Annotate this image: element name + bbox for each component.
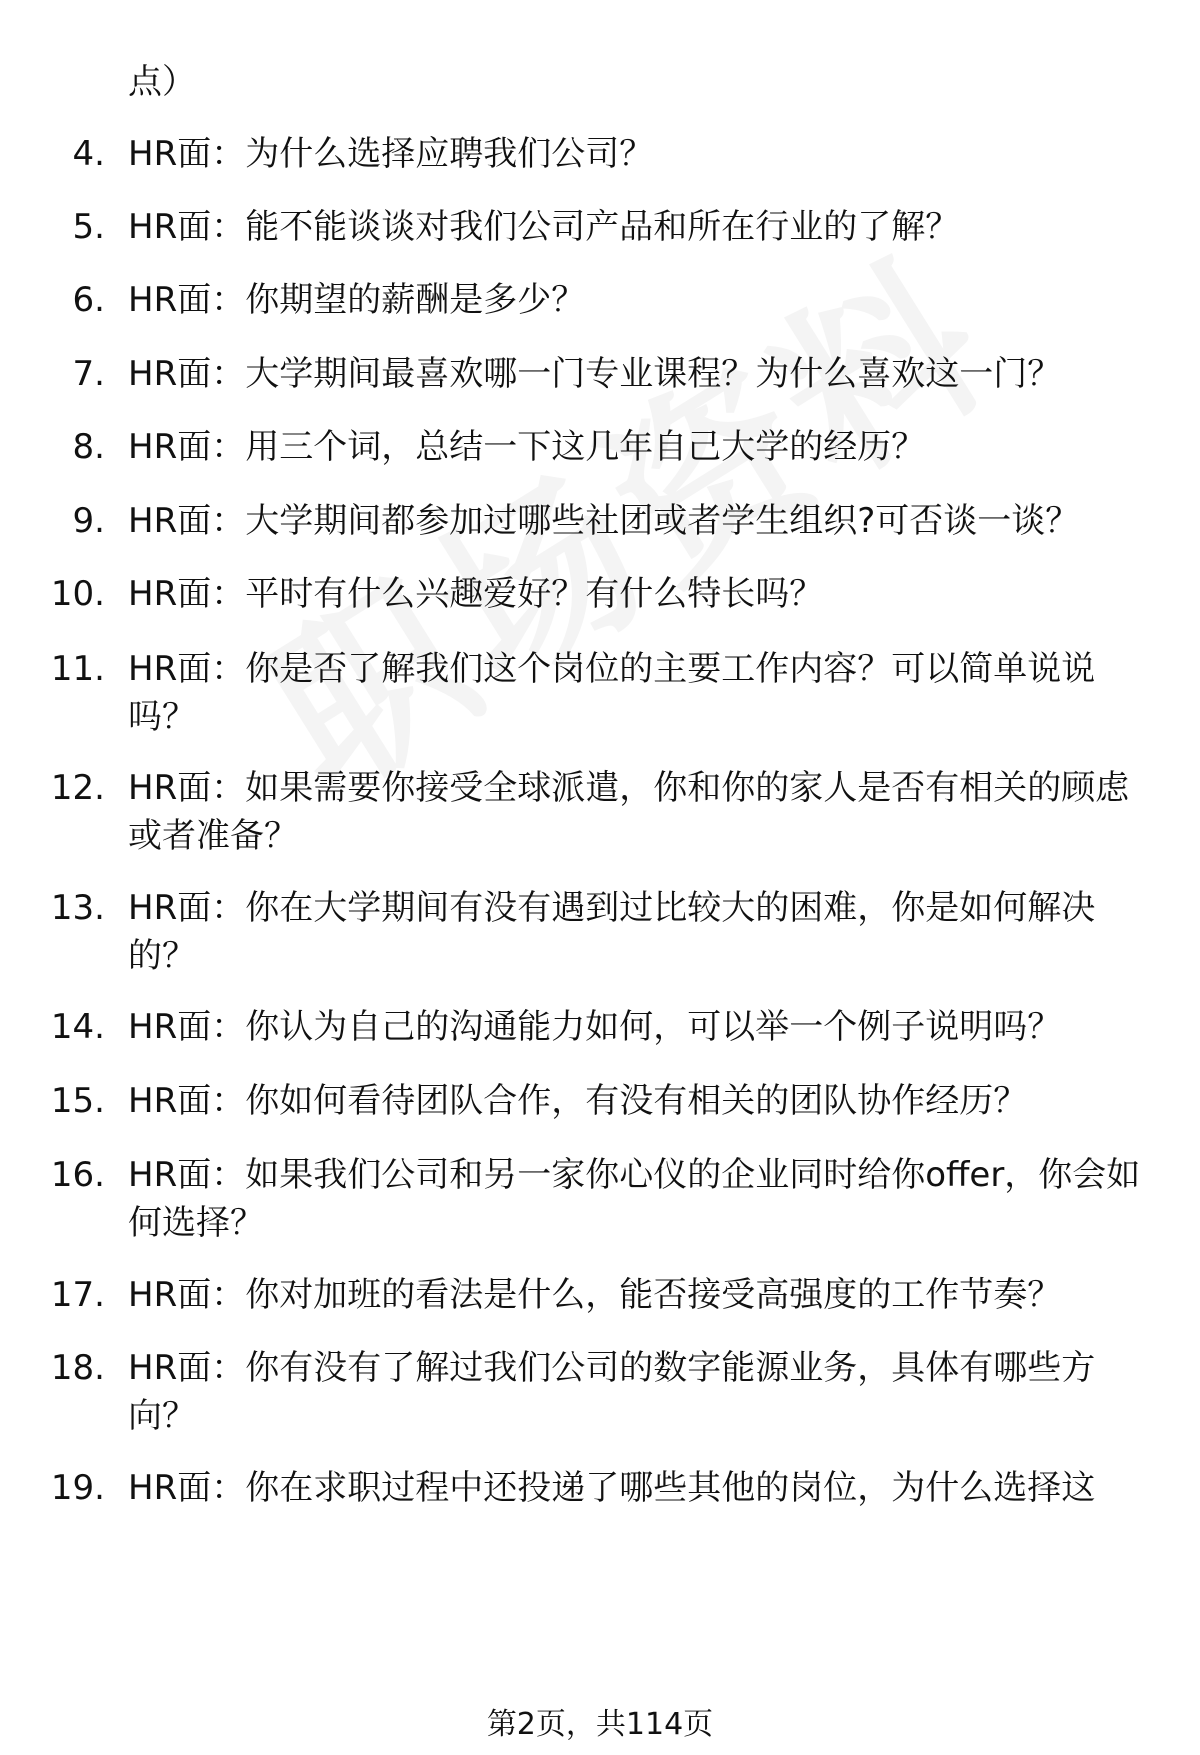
item-text: HR面：如果我们公司和另一家你心仪的企业同时给你offer，你会如何选择？ <box>128 1155 1141 1243</box>
item-text: HR面：你对加班的看法是什么，能否接受高强度的工作节奏？ <box>128 1275 1062 1315</box>
item-text: HR面：为什么选择应聘我们公司？ <box>128 134 654 174</box>
item-number: 18. <box>50 1348 105 1388</box>
item-number: 4. <box>72 134 105 174</box>
item-text: HR面：你在求职过程中还投递了哪些其他的岗位，为什么选择这 <box>128 1468 1096 1508</box>
item-number: 14. <box>50 1007 105 1047</box>
item-text: HR面：平时有什么兴趣爱好？有什么特长吗？ <box>128 574 824 614</box>
item-text: HR面：你是否了解我们这个岗位的主要工作内容？可以简单说说吗？ <box>128 649 1096 737</box>
item-number: 9. <box>72 501 105 541</box>
item-text: HR面：你如何看待团队合作，有没有相关的团队协作经历？ <box>128 1081 1028 1121</box>
item-number: 5. <box>72 207 105 247</box>
item-number: 11. <box>50 649 105 689</box>
item-text: HR面：你期望的薪酬是多少？ <box>128 280 586 320</box>
item-number: 7. <box>72 354 105 394</box>
page-footer: 第2页，共114页 <box>486 1707 714 1742</box>
item-number: 8. <box>72 427 105 467</box>
item-text: HR面：如果需要你接受全球派遣，你和你的家人是否有相关的顾虑或者准备？ <box>128 768 1130 856</box>
item-number: 10. <box>50 574 105 614</box>
item-number: 19. <box>50 1468 105 1508</box>
item-number: 16. <box>50 1155 105 1195</box>
item-number: 15. <box>50 1081 105 1121</box>
item-text: HR面：大学期间最喜欢哪一门专业课程？为什么喜欢这一门？ <box>128 354 1062 394</box>
item-text: HR面：大学期间都参加过哪些社团或者学生组织?可否谈一谈？ <box>128 501 1080 541</box>
continuation-text: 点） <box>128 62 196 102</box>
item-number: 6. <box>72 280 105 320</box>
item-text: HR面：用三个词，总结一下这几年自己大学的经历？ <box>128 427 926 467</box>
item-text: HR面：你有没有了解过我们公司的数字能源业务，具体有哪些方向？ <box>128 1348 1096 1436</box>
item-number: 13. <box>50 888 105 928</box>
item-number: 17. <box>50 1275 105 1315</box>
item-text: HR面：能不能谈谈对我们公司产品和所在行业的了解？ <box>128 207 960 247</box>
item-text: HR面：你在大学期间有没有遇到过比较大的困难，你是如何解决的？ <box>128 888 1096 976</box>
item-text: HR面：你认为自己的沟通能力如何，可以举一个例子说明吗？ <box>128 1007 1062 1047</box>
item-number: 12. <box>50 768 105 808</box>
